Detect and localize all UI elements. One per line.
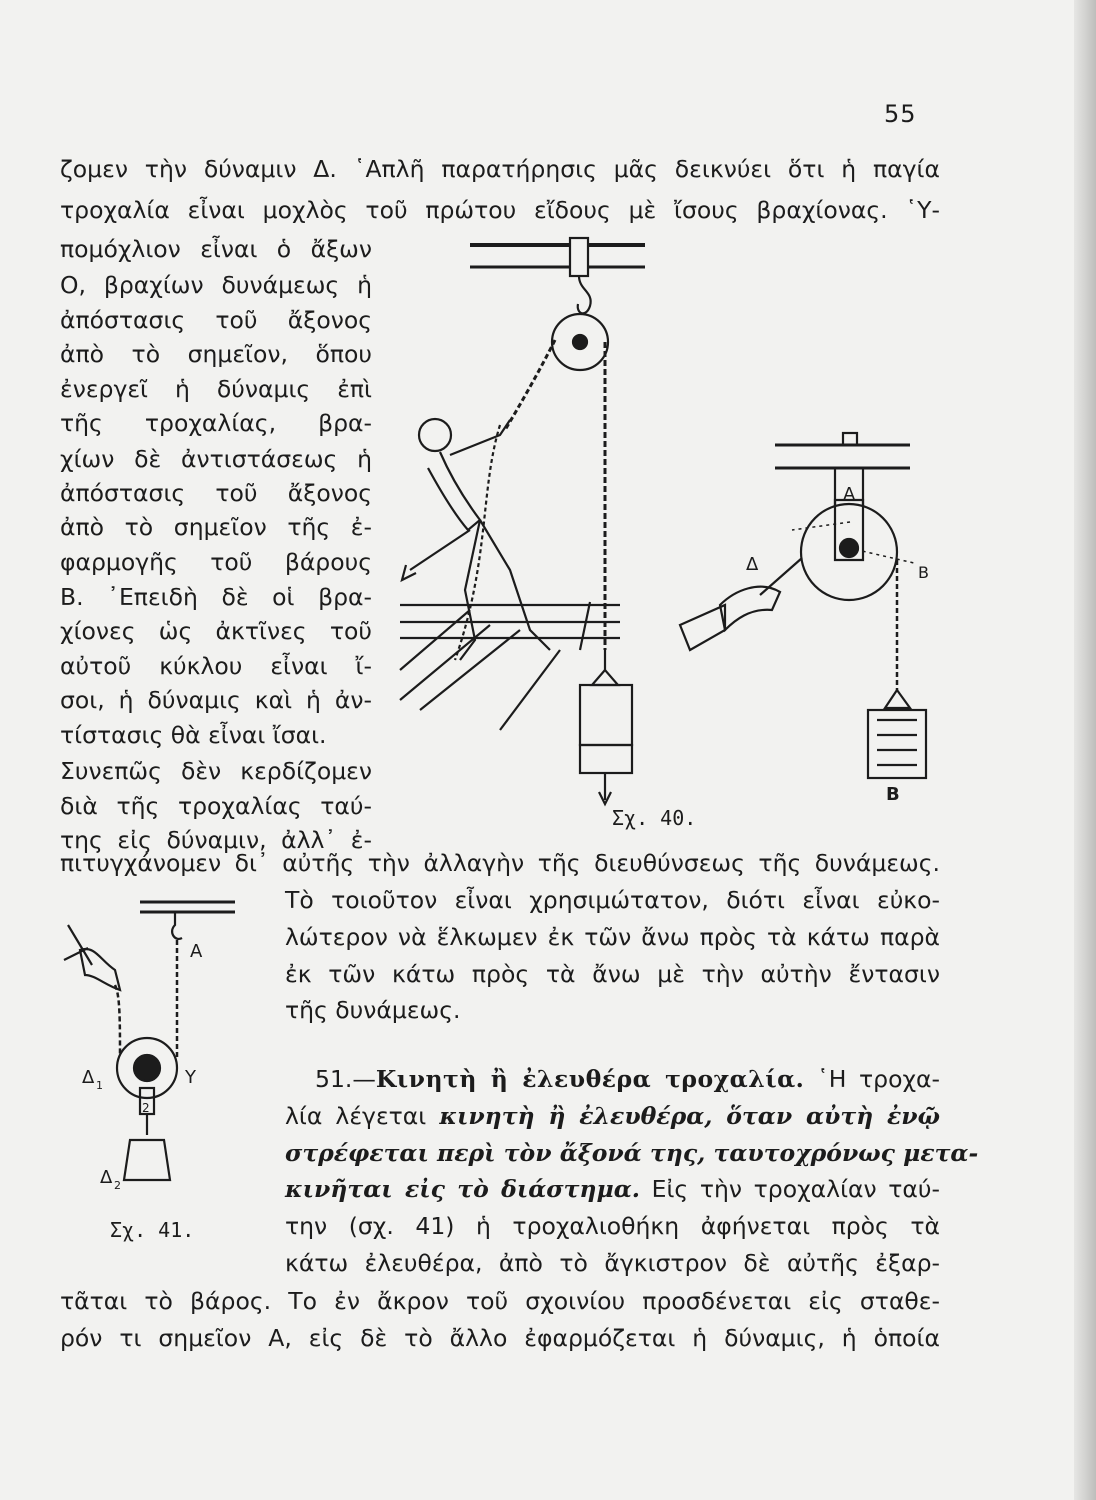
text-line: ἐνεργεῖ ἡ δύναμις ἐπὶ: [60, 375, 372, 403]
text-line: πιτυγχάνομεν δι᾿ αὐτῆς τὴν ἀλλαγὴν τῆς διευθύνσεως τῆς δυνάμεως.: [60, 849, 940, 877]
hub-label: 2: [142, 1101, 150, 1115]
section-number: 51.—: [315, 1065, 376, 1093]
label-D1-sub: 1: [96, 1079, 103, 1092]
italic-definition: κινητὴ ἢ ἐλευθέρα, ὅταν αὐτὴ ἐνῷ: [439, 1102, 940, 1130]
text-line: ἀπὸ τὸ σημεῖον, ὅπου: [60, 340, 372, 368]
label-A: Α: [190, 941, 203, 962]
figure-41-caption: Σχ. 41.: [110, 1218, 195, 1242]
text-line: της εἰς δύναμιν, ἀλλ᾿ ἐ-: [60, 826, 372, 854]
text-line: [285, 1099, 940, 1133]
figure-40: [380, 230, 940, 830]
text-line: κάτω ἐλευθέρα, ἀπὸ τὸ ἄγκιστρον δὲ αὐτῆς ἐξαρ-: [285, 1249, 940, 1277]
text-line: τᾶται τὸ βάρος. Το ἐν ἄκρον τοῦ σχοινίου προσδένεται εἰς σταθε-: [60, 1287, 940, 1315]
text-line: ἀπόστασις τοῦ ἄξονος: [60, 306, 372, 334]
page-number: 55: [884, 100, 917, 128]
text-line: τροχαλία εἶναι μοχλὸς τοῦ πρώτου εἴδους μὲ ἴσους βραχίονας. ῾Υ-: [60, 196, 940, 224]
italic-definition: κινῆται εἰς τὸ διάστημα.: [285, 1175, 640, 1203]
page-edge: [1074, 0, 1096, 1500]
label-weight-B: B: [886, 784, 900, 805]
text-span: ῾Η τροχα-: [804, 1065, 940, 1093]
text-line: Συνεπῶς δὲν κερδίζομεν: [60, 757, 372, 785]
italic-definition-line: στρέφεται περὶ τὸν ἄξονά της, ταυτοχρόνως μετα-: [285, 1139, 979, 1167]
text-line: διὰ τῆς τροχαλίας ταύ-: [60, 792, 372, 820]
text-span: Εἰς τὴν τροχαλίαν ταύ-: [639, 1175, 940, 1203]
text-line: ἀπόστασις τοῦ ἄξονος: [60, 479, 372, 507]
label-D2: Δ: [100, 1167, 113, 1188]
text-line: σοι, ἡ δύναμις καὶ ἡ ἀν-: [60, 686, 372, 714]
text-line: ρόν τι σημεῖον Α, εἰς δὲ τὸ ἄλλο ἐφαρμόζεται ἡ δύναμις, ἡ ὁποία: [60, 1324, 940, 1352]
section-51-heading-line: [315, 1062, 940, 1096]
figure-40-caption: Σχ. 40.: [612, 806, 697, 830]
text-line: την (σχ. 41) ἡ τροχαλιοθήκη ἀφήνεται πρὸς τὰ: [285, 1212, 940, 1240]
text-span: λία λέγεται: [285, 1102, 440, 1130]
text-line: ζομεν τὴν δύναμιν Δ. ῾Απλῆ παρατήρησις μᾶς δεικνύει ὅτι ἡ παγία: [60, 155, 940, 183]
text-line: ἀπὸ τὸ σημεῖον τῆς ἐ-: [60, 513, 372, 541]
label-D: Δ: [746, 554, 759, 575]
text-line: τίστασις θὰ εἶναι ἴσαι.: [60, 721, 327, 749]
text-line: λώτερον νὰ ἕλκωμεν ἐκ τῶν ἄνω πρὸς τὰ κάτω παρὰ: [285, 923, 940, 951]
text-line: τῆς τροχαλίας, βρα-: [60, 409, 372, 437]
text-line: χίων δὲ ἀντιστάσεως ἡ: [60, 445, 372, 473]
label-Y: Υ: [185, 1067, 196, 1088]
label-B: B: [918, 563, 929, 582]
text-line: πομόχλιον εἶναι ὁ ἄξων: [60, 235, 372, 263]
text-line: Β. ᾿Επειδὴ δὲ οἱ βρα-: [60, 583, 372, 611]
text-line: Ο, βραχίων δυνάμεως ἡ: [60, 271, 372, 299]
label-D1: Δ: [82, 1067, 95, 1088]
label-A: Α: [843, 484, 856, 505]
text-line: αὐτοῦ κύκλου εἶναι ἴ-: [60, 652, 372, 680]
text-line: τῆς δυνάμεως.: [285, 996, 461, 1024]
text-line: φαρμογῆς τοῦ βάρους: [60, 548, 372, 576]
text-line: χίονες ὡς ἀκτῖνες τοῦ: [60, 617, 372, 645]
text-line: [285, 1172, 940, 1206]
text-line: ἐκ τῶν κάτω πρὸς τὰ ἄνω μὲ τὴν αὐτὴν ἔντασιν: [285, 960, 940, 988]
figure-41: [60, 890, 260, 1190]
section-title: Κινητὴ ἢ ἐλευθέρα τροχαλία.: [375, 1065, 805, 1093]
label-D2-sub: 2: [114, 1179, 121, 1190]
text-line: Τὸ τοιοῦτον εἶναι χρησιμώτατον, διότι εἶναι εὐκο-: [285, 886, 940, 914]
